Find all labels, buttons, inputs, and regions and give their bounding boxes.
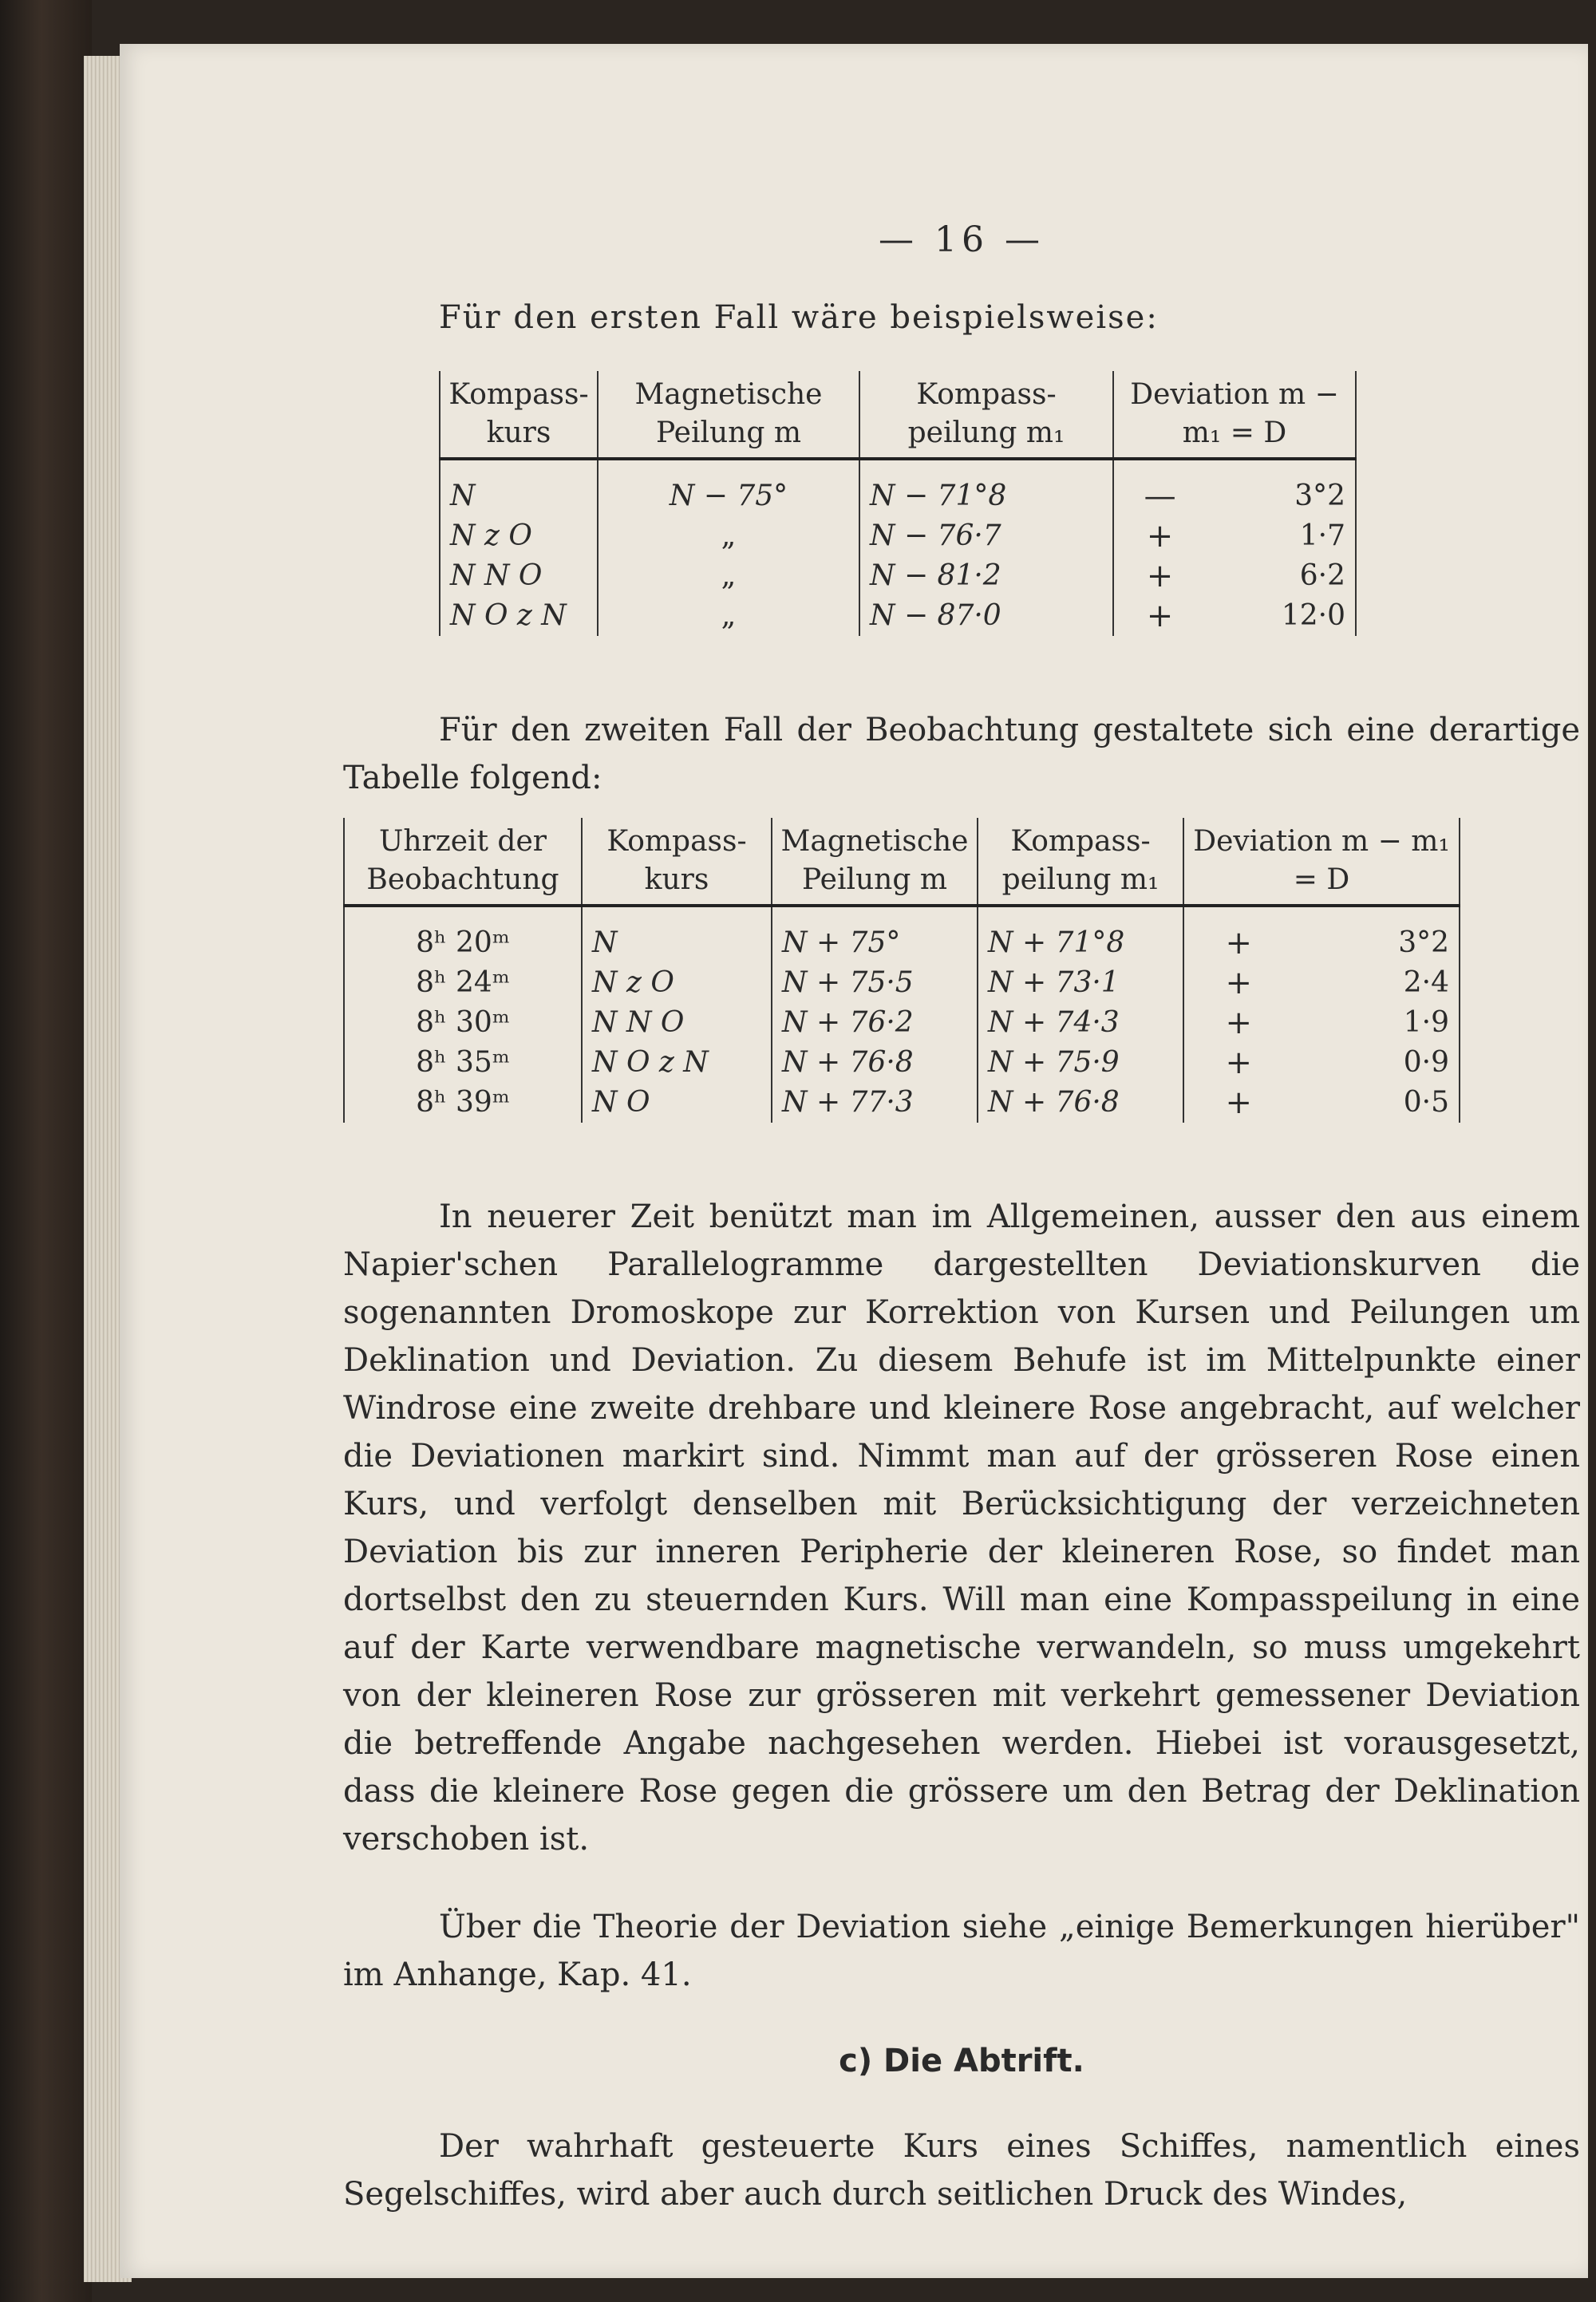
table-cell: + (1183, 1003, 1293, 1043)
table-row (440, 596, 1356, 636)
table-1 (439, 371, 1357, 636)
table-cell: N N O (440, 556, 598, 596)
table-cell: N + 75° (772, 906, 978, 963)
table2-header: Magnetische Peilung m (772, 818, 978, 906)
table-cell: 8ʰ 20ᵐ (344, 906, 582, 963)
body-paragraph-2: Über die Theorie der Deviation siehe „einige Bemerkungen hierüber" im Anhange, Kap. 41. (343, 1909, 1580, 1993)
table-cell: „ (598, 556, 859, 596)
table-cell: + (1183, 963, 1293, 1003)
table-cell: N + 75·9 (978, 1043, 1183, 1083)
table-cell: N + 75·5 (772, 963, 978, 1003)
table-2 (343, 818, 1460, 1123)
page-number: — 16 — (879, 219, 1045, 260)
table-cell: N + 76·2 (772, 1003, 978, 1043)
table1-header: Kompass-peilung m₁ (859, 371, 1113, 459)
table-cell: 12·0 (1206, 596, 1356, 636)
table-cell: N (440, 459, 598, 516)
table-cell: — (1113, 459, 1206, 516)
table-cell: 1·7 (1206, 516, 1356, 556)
table-row (344, 906, 1460, 963)
table-cell: 8ʰ 35ᵐ (344, 1043, 582, 1083)
table2-header: Uhrzeit der Beobachtung (344, 818, 582, 906)
section-heading: c) Die Abtrift. (839, 2043, 1084, 2079)
table-cell: N − 76·7 (859, 516, 1113, 556)
table-cell: N z O (582, 963, 772, 1003)
table-cell: 8ʰ 39ᵐ (344, 1083, 582, 1123)
table2-header: Kompass-peilung m₁ (978, 818, 1183, 906)
table-cell: N + 77·3 (772, 1083, 978, 1123)
table-cell: 8ʰ 24ᵐ (344, 963, 582, 1003)
table-cell: + (1113, 556, 1206, 596)
table-cell: „ (598, 596, 859, 636)
table-cell: 8ʰ 30ᵐ (344, 1003, 582, 1043)
table-row (344, 1003, 1460, 1043)
table-cell: N − 87·0 (859, 596, 1113, 636)
table1-caption: Für den ersten Fall wäre beispielsweise: (439, 299, 1159, 336)
table-cell: + (1113, 516, 1206, 556)
table-cell: N − 81·2 (859, 556, 1113, 596)
table2-caption: Für den zweiten Fall der Beobachtung gestaltete sich eine derartige Tabelle folgend: (343, 712, 1580, 796)
table-cell: „ (598, 516, 859, 556)
table-cell: 2·4 (1293, 963, 1460, 1003)
table-cell: N − 75° (598, 459, 859, 516)
table-cell: N O (582, 1083, 772, 1123)
table-cell: N + 74·3 (978, 1003, 1183, 1043)
table-cell: N z O (440, 516, 598, 556)
table-cell: 0·5 (1293, 1083, 1460, 1123)
table-row (440, 556, 1356, 596)
table1-header: Deviation m − m₁ = D (1113, 371, 1356, 459)
table-cell: 3°2 (1293, 906, 1460, 963)
table-cell: 1·9 (1293, 1003, 1460, 1043)
table1-header: Kompass-kurs (440, 371, 598, 459)
table-cell: N + 71°8 (978, 906, 1183, 963)
table1-header: Magnetische Peilung m (598, 371, 859, 459)
table-row (440, 516, 1356, 556)
body-paragraph-3: Der wahrhaft gesteuerte Kurs eines Schiffes, namentlich eines Segelschiffes, wird aber auch durch seitlichen Druck des Windes, (343, 2128, 1580, 2213)
table-cell: N − 71°8 (859, 459, 1113, 516)
table-cell: N N O (582, 1003, 772, 1043)
table-cell: + (1183, 906, 1293, 963)
table-row (344, 1043, 1460, 1083)
table-cell: N + 73·1 (978, 963, 1183, 1003)
table-cell: 0·9 (1293, 1043, 1460, 1083)
table-cell: + (1183, 1043, 1293, 1083)
table-cell: N O z N (440, 596, 598, 636)
table2-header-row (344, 818, 1460, 906)
book-page (120, 44, 1588, 2278)
table2-header: Kompass-kurs (582, 818, 772, 906)
book-binding (0, 0, 92, 2302)
table-cell: N (582, 906, 772, 963)
table-cell: N + 76·8 (772, 1043, 978, 1083)
table-cell: 6·2 (1206, 556, 1356, 596)
table-cell: + (1183, 1083, 1293, 1123)
table-cell: N O z N (582, 1043, 772, 1083)
body-paragraph-1: In neuerer Zeit benützt man im Allgemeinen, ausser den aus einem Napier'schen Parallelogramme dargestellten Deviationskurven die sogenannten Dromoskope zur Korrektion von Kursen und Peilungen um Deklination und Deviation. Zu diesem Behufe ist im Mittelpunkte einer Windrose eine zweite drehbare und kleinere Rose angebracht, auf welcher die Deviationen markirt sind. Nimmt man auf der grösseren Rose einen Kurs, und verfolgt denselben mit Berücksichtigung der verzeichneten Deviation bis zur inneren Peripherie der kleineren Rose, so findet man dortselbst den zu steuernden Kurs. Will man eine Kompasspeilung in eine auf der Karte verwendbare magnetische verwandeln, so muss umgekehrt von der kleineren Rose zur grösseren mit verkehrt gemessener Deviation die betreffende Angabe nachgesehen werden. Hiebei ist vorausgesetzt, dass die kleinere Rose gegen die grössere um den Betrag der Deklination verschoben ist. (343, 1198, 1580, 1858)
table2-header: Deviation m − m₁ = D (1183, 818, 1460, 906)
table-cell: + (1113, 596, 1206, 636)
table-row (440, 459, 1356, 516)
table-cell: 3°2 (1206, 459, 1356, 516)
table1-header-row (440, 371, 1356, 459)
table-row (344, 1083, 1460, 1123)
table-row (344, 963, 1460, 1003)
table-cell: N + 76·8 (978, 1083, 1183, 1123)
